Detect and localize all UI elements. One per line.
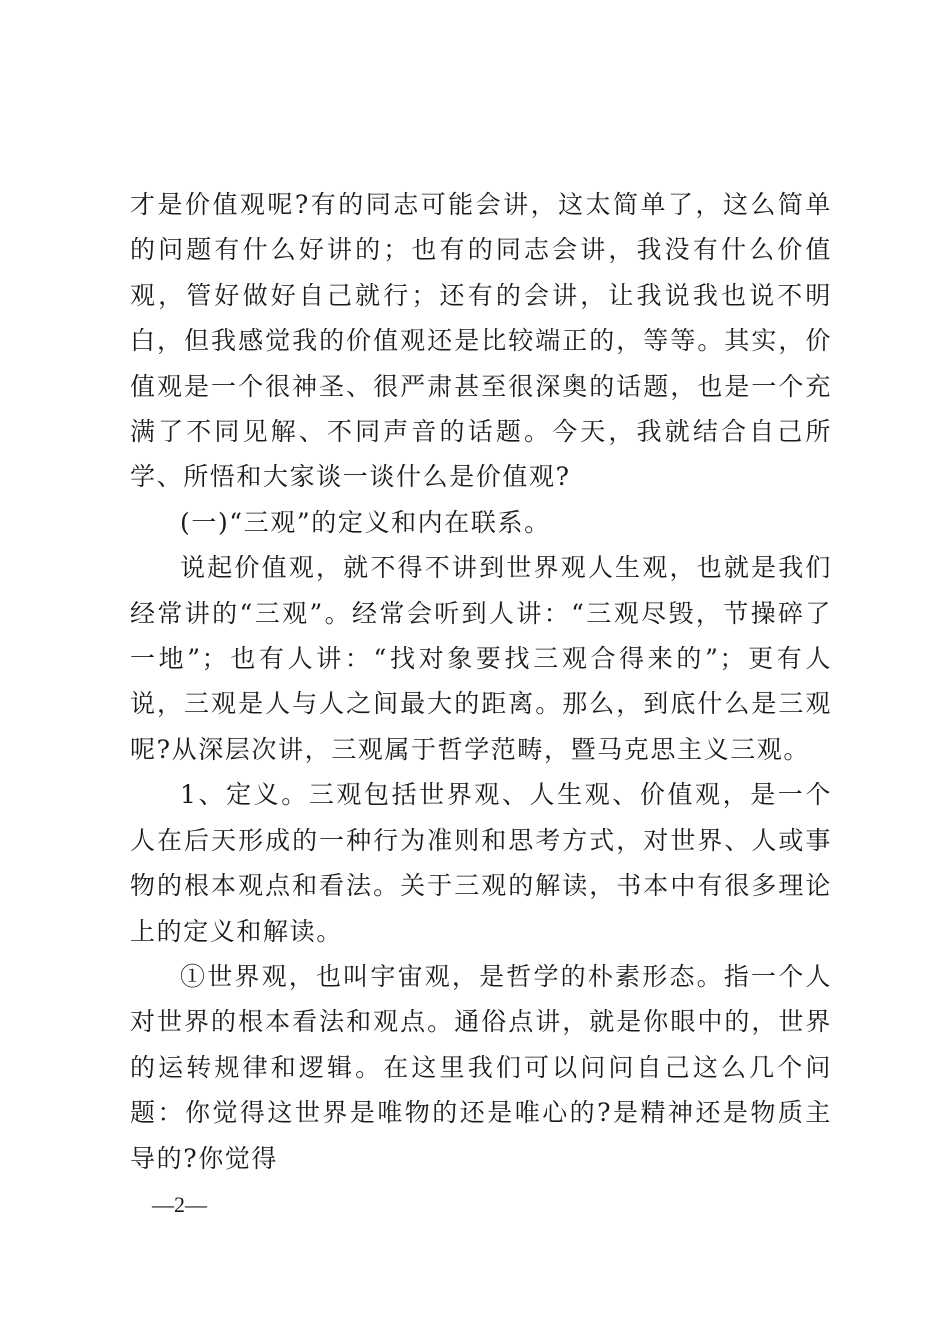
paragraph-three-views-intro: 说起价值观，就不得不讲到世界观人生观，也就是我们经常讲的“三观”。经常会听到人讲：“三观尽毁，节操碎了一地”；也有人讲：“找对象要找三观合得来的”；更有人说，三观是人与人之间最大的距离。那么，到底什么是三观呢?从深层次讲，三观属于哲学范畴，暨马克思主义三观。 — [130, 553, 832, 764]
body-text — [130, 182, 832, 1181]
section-heading: (一)“三观”的定义和内在联系。 — [180, 507, 551, 537]
paragraph-definition: 1、定义。三观包括世界观、人生观、价值观，是一个人在后天形成的一种行为准则和思考方式，对世界、人或事物的根本观点和看法。关于三观的解读，书本中有很多理论上的定义和解读。 — [130, 780, 832, 946]
page-number: —2— — [152, 1192, 207, 1217]
paragraph-continuation: 才是价值观呢?有的同志可能会讲，这太简单了，这么简单的问题有什么好讲的；也有的同志会讲，我没有什么价值观，管好做好自己就行；还有的会讲，让我说我也说不明白，但我感觉我的价值观还是比较端正的，等等。其实，价值观是一个很神圣、很严肃甚至很深奥的话题，也是一个充满了不同见解、不同声音的话题。今天，我就结合自己所学、所悟和大家谈一谈什么是价值观? — [130, 190, 832, 492]
paragraph-worldview: ①世界观，也叫宇宙观，是哲学的朴素形态。指一个人对世界的根本看法和观点。通俗点讲，就是你眼中的，世界的运转规律和逻辑。在这里我们可以问问自己这么几个问题：你觉得这世界是唯物的还是唯心的?是精神还是物质主导的?你觉得 — [130, 961, 832, 1173]
